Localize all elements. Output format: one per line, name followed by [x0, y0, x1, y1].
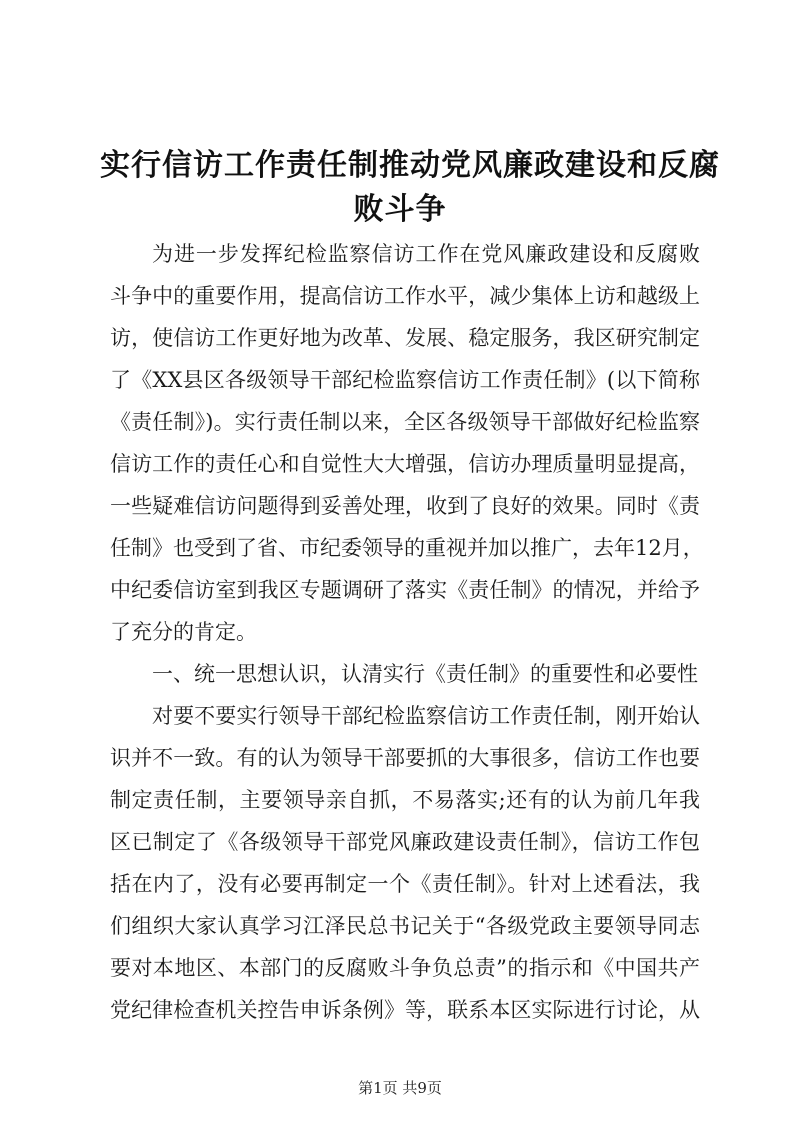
paragraph-2-line-3: 制定责任制，主要领导亲自抓，不易落实;还有的认为前几年我 [110, 788, 700, 812]
paragraph-2-line-1: 对要不要实行领导干部纪检监察信访工作责任制，刚开始认 [152, 704, 700, 728]
paragraph-2-line-8: 党纪律检查机关控告申诉条例》等，联系本区实际进行讨论，从 [110, 998, 700, 1022]
paragraph-1-line-8: 任制》也受到了省、市纪委领导的重视并加以推广，去年12月， [110, 536, 704, 560]
paragraph-1-line-9: 中纪委信访室到我区专题调研了落实《责任制》的情况，并给予 [110, 578, 700, 602]
paragraph-2-line-7: 要对本地区、本部门的反腐败斗争负总责”的指示和《中国共产 [110, 956, 700, 980]
document-title-line-2: 败斗争 [353, 192, 447, 227]
paragraph-2-line-5: 括在内了，没有必要再制定一个《责任制》。针对上述看法，我 [110, 872, 700, 896]
paragraph-1-line-4: 了《XX县区各级领导干部纪检监察信访工作责任制》(以下简称 [110, 368, 700, 392]
document-title-line-1: 实行信访工作责任制推动党风廉政建设和反腐 [100, 148, 720, 183]
paragraph-1-line-6: 信访工作的责任心和自觉性大大增强，信访办理质量明显提高， [110, 452, 700, 476]
paragraph-2-line-4: 区已制定了《各级领导干部党风廉政建设责任制》，信访工作包 [110, 830, 700, 854]
section-heading-1: 一、统一思想认识，认清实行《责任制》的重要性和必要性 [152, 662, 698, 686]
paragraph-2-line-6: 们组织大家认真学习江泽民总书记关于“各级党政主要领导同志 [110, 914, 700, 938]
paragraph-1-line-1: 为进一步发挥纪检监察信访工作在党风廉政建设和反腐败 [152, 242, 700, 266]
paragraph-1-line-2: 斗争中的重要作用，提高信访工作水平，减少集体上访和越级上 [110, 284, 700, 308]
page-number-footer: 第1页 共9页 [358, 1079, 442, 1097]
paragraph-1-line-10: 了充分的肯定。 [110, 620, 257, 644]
paragraph-1-line-3: 访，使信访工作更好地为改革、发展、稳定服务，我区研究制定 [110, 326, 700, 350]
paragraph-1-line-5: 《责任制》)。实行责任制以来，全区各级领导干部做好纪检监察 [110, 410, 700, 434]
paragraph-2-line-2: 识并不一致。有的认为领导干部要抓的大事很多，信访工作也要 [110, 746, 700, 770]
paragraph-1-line-7: 一些疑难信访问题得到妥善处理，收到了良好的效果。同时《责 [110, 494, 700, 518]
